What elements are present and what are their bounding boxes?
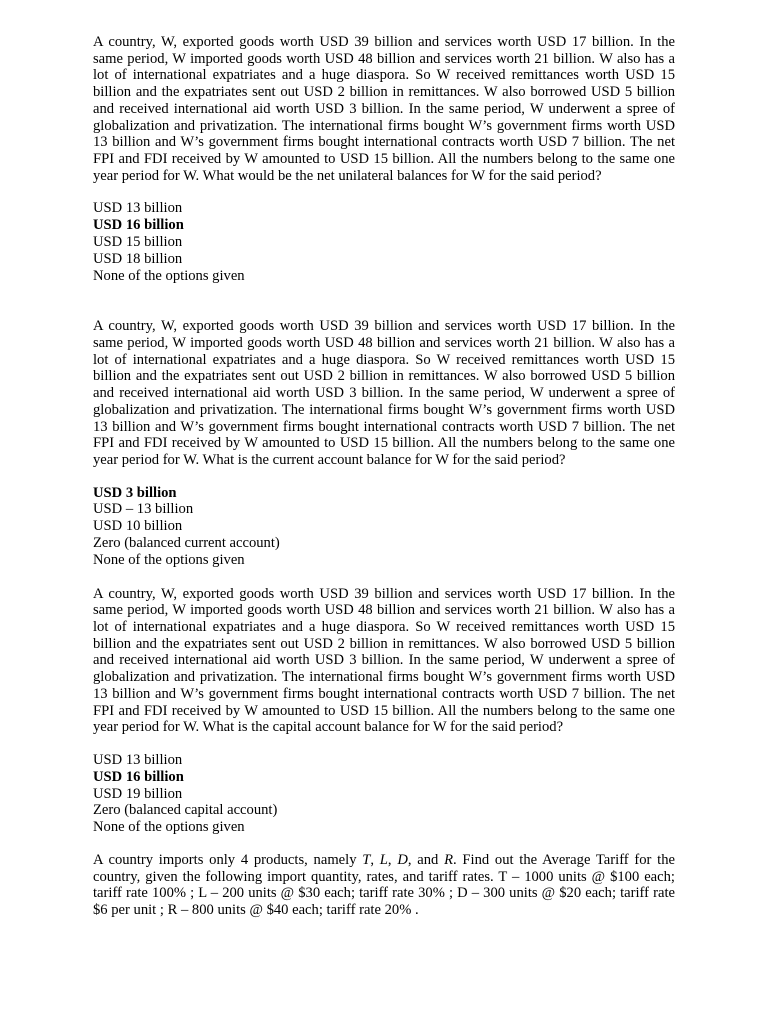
question-1-option-e: None of the options given [93,267,245,284]
question-1 [93,34,675,284]
question-2-option-c: USD 10 billion [93,518,183,535]
question-3 [93,586,675,836]
question-1-option-a: USD 13 billion [93,200,183,217]
question-4-text-after: . Find out the Average Tariff for the country, given the following import quantity, rates, and tariff rates. T – 1000 units @ $100 each; tariff rate 100% ; L – 200 units @ $30 each; tariff rate 30% ; D – 300 units @ $20 each; tariff rate $6 per unit ; R – 800 units @ $40 each; tariff rate 20% . [93,851,675,919]
question-2-option-a-correct: USD 3 billion [93,484,177,501]
question-4-separator: , [370,851,380,868]
question-4-separator: , and [407,851,445,868]
question-2-option-b: USD – 13 billion [93,501,194,518]
question-2-options [93,485,675,569]
question-4-text [93,852,675,919]
question-3-option-a: USD 13 billion [93,751,183,768]
question-3-option-e: None of the options given [93,819,245,836]
question-4-separator: , [387,851,398,868]
question-4 [93,852,675,919]
question-3-option-c: USD 19 billion [93,785,183,802]
question-1-option-b-correct: USD 16 billion [93,217,184,234]
question-2-option-e: None of the options given [93,551,245,568]
product-t: T [362,851,371,868]
question-3-option-b-correct: USD 16 billion [93,768,184,785]
question-3-option-d: Zero (balanced capital account) [93,802,278,819]
question-2-text: A country, W, exported goods worth USD 39 billion and services worth USD 17 billion. In the same period, W imported goods worth USD 48 billion and services worth 21 billion. W also has a lot of international expatriates and a huge diaspora. So W received remittances worth USD 15 billion and the expatriates sent out USD 2 billion in remittances. W also borrowed USD 5 billion and received international aid worth USD 3 billion. In the same period, W underwent a spree of globalization and privatization. The international firms bought W’s government firms worth USD 13 billion and W’s government firms bought international contracts worth USD 7 billion. The net FPI and FDI received by W amounted to USD 15 billion. All the numbers belong to the same one year period for W. What is the current account balance for W for the said period? [93,318,675,468]
product-r: R [444,851,453,868]
question-3-text: A country, W, exported goods worth USD 39 billion and services worth USD 17 billion. In the same period, W imported goods worth USD 48 billion and services worth 21 billion. W also has a lot of international expatriates and a huge diaspora. So W received remittances worth USD 15 billion and the expatriates sent out USD 2 billion in remittances. W also borrowed USD 5 billion and received international aid worth USD 3 billion. In the same period, W underwent a spree of globalization and privatization. The international firms bought W’s government firms worth USD 13 billion and W’s government firms bought international contracts worth USD 7 billion. The net FPI and FDI received by W amounted to USD 15 billion. All the numbers belong to the same one year period for W. What is the capital account balance for W for the said period? [93,585,675,736]
question-2 [93,318,675,568]
question-1-option-c: USD 15 billion [93,233,183,250]
question-1-options [93,200,675,284]
product-d: D [397,851,408,868]
question-1-option-d: USD 18 billion [93,250,183,267]
document-page [93,34,675,919]
product-l: L [379,851,388,868]
question-2-option-d: Zero (balanced current account) [93,535,280,552]
question-1-text: A country, W, exported goods worth USD 39 billion and services worth USD 17 billion. In the same period, W imported goods worth USD 48 billion and services worth 21 billion. W also has a lot of international expatriates and a huge diaspora. So W received remittances worth USD 15 billion and the expatriates sent out USD 2 billion in remittances. W also borrowed USD 5 billion and received international aid worth USD 3 billion. In the same period, W underwent a spree of globalization and privatization. The international firms bought W’s government firms worth USD 13 billion and W’s government firms bought international contracts worth USD 7 billion. The net FPI and FDI received by W amounted to USD 15 billion. All the numbers belong to the same one year period for W. What would be the net unilateral balances for W for the said period? [93,34,675,184]
question-4-text-before: A country imports only 4 products, namely [93,851,363,868]
question-3-options [93,752,675,836]
